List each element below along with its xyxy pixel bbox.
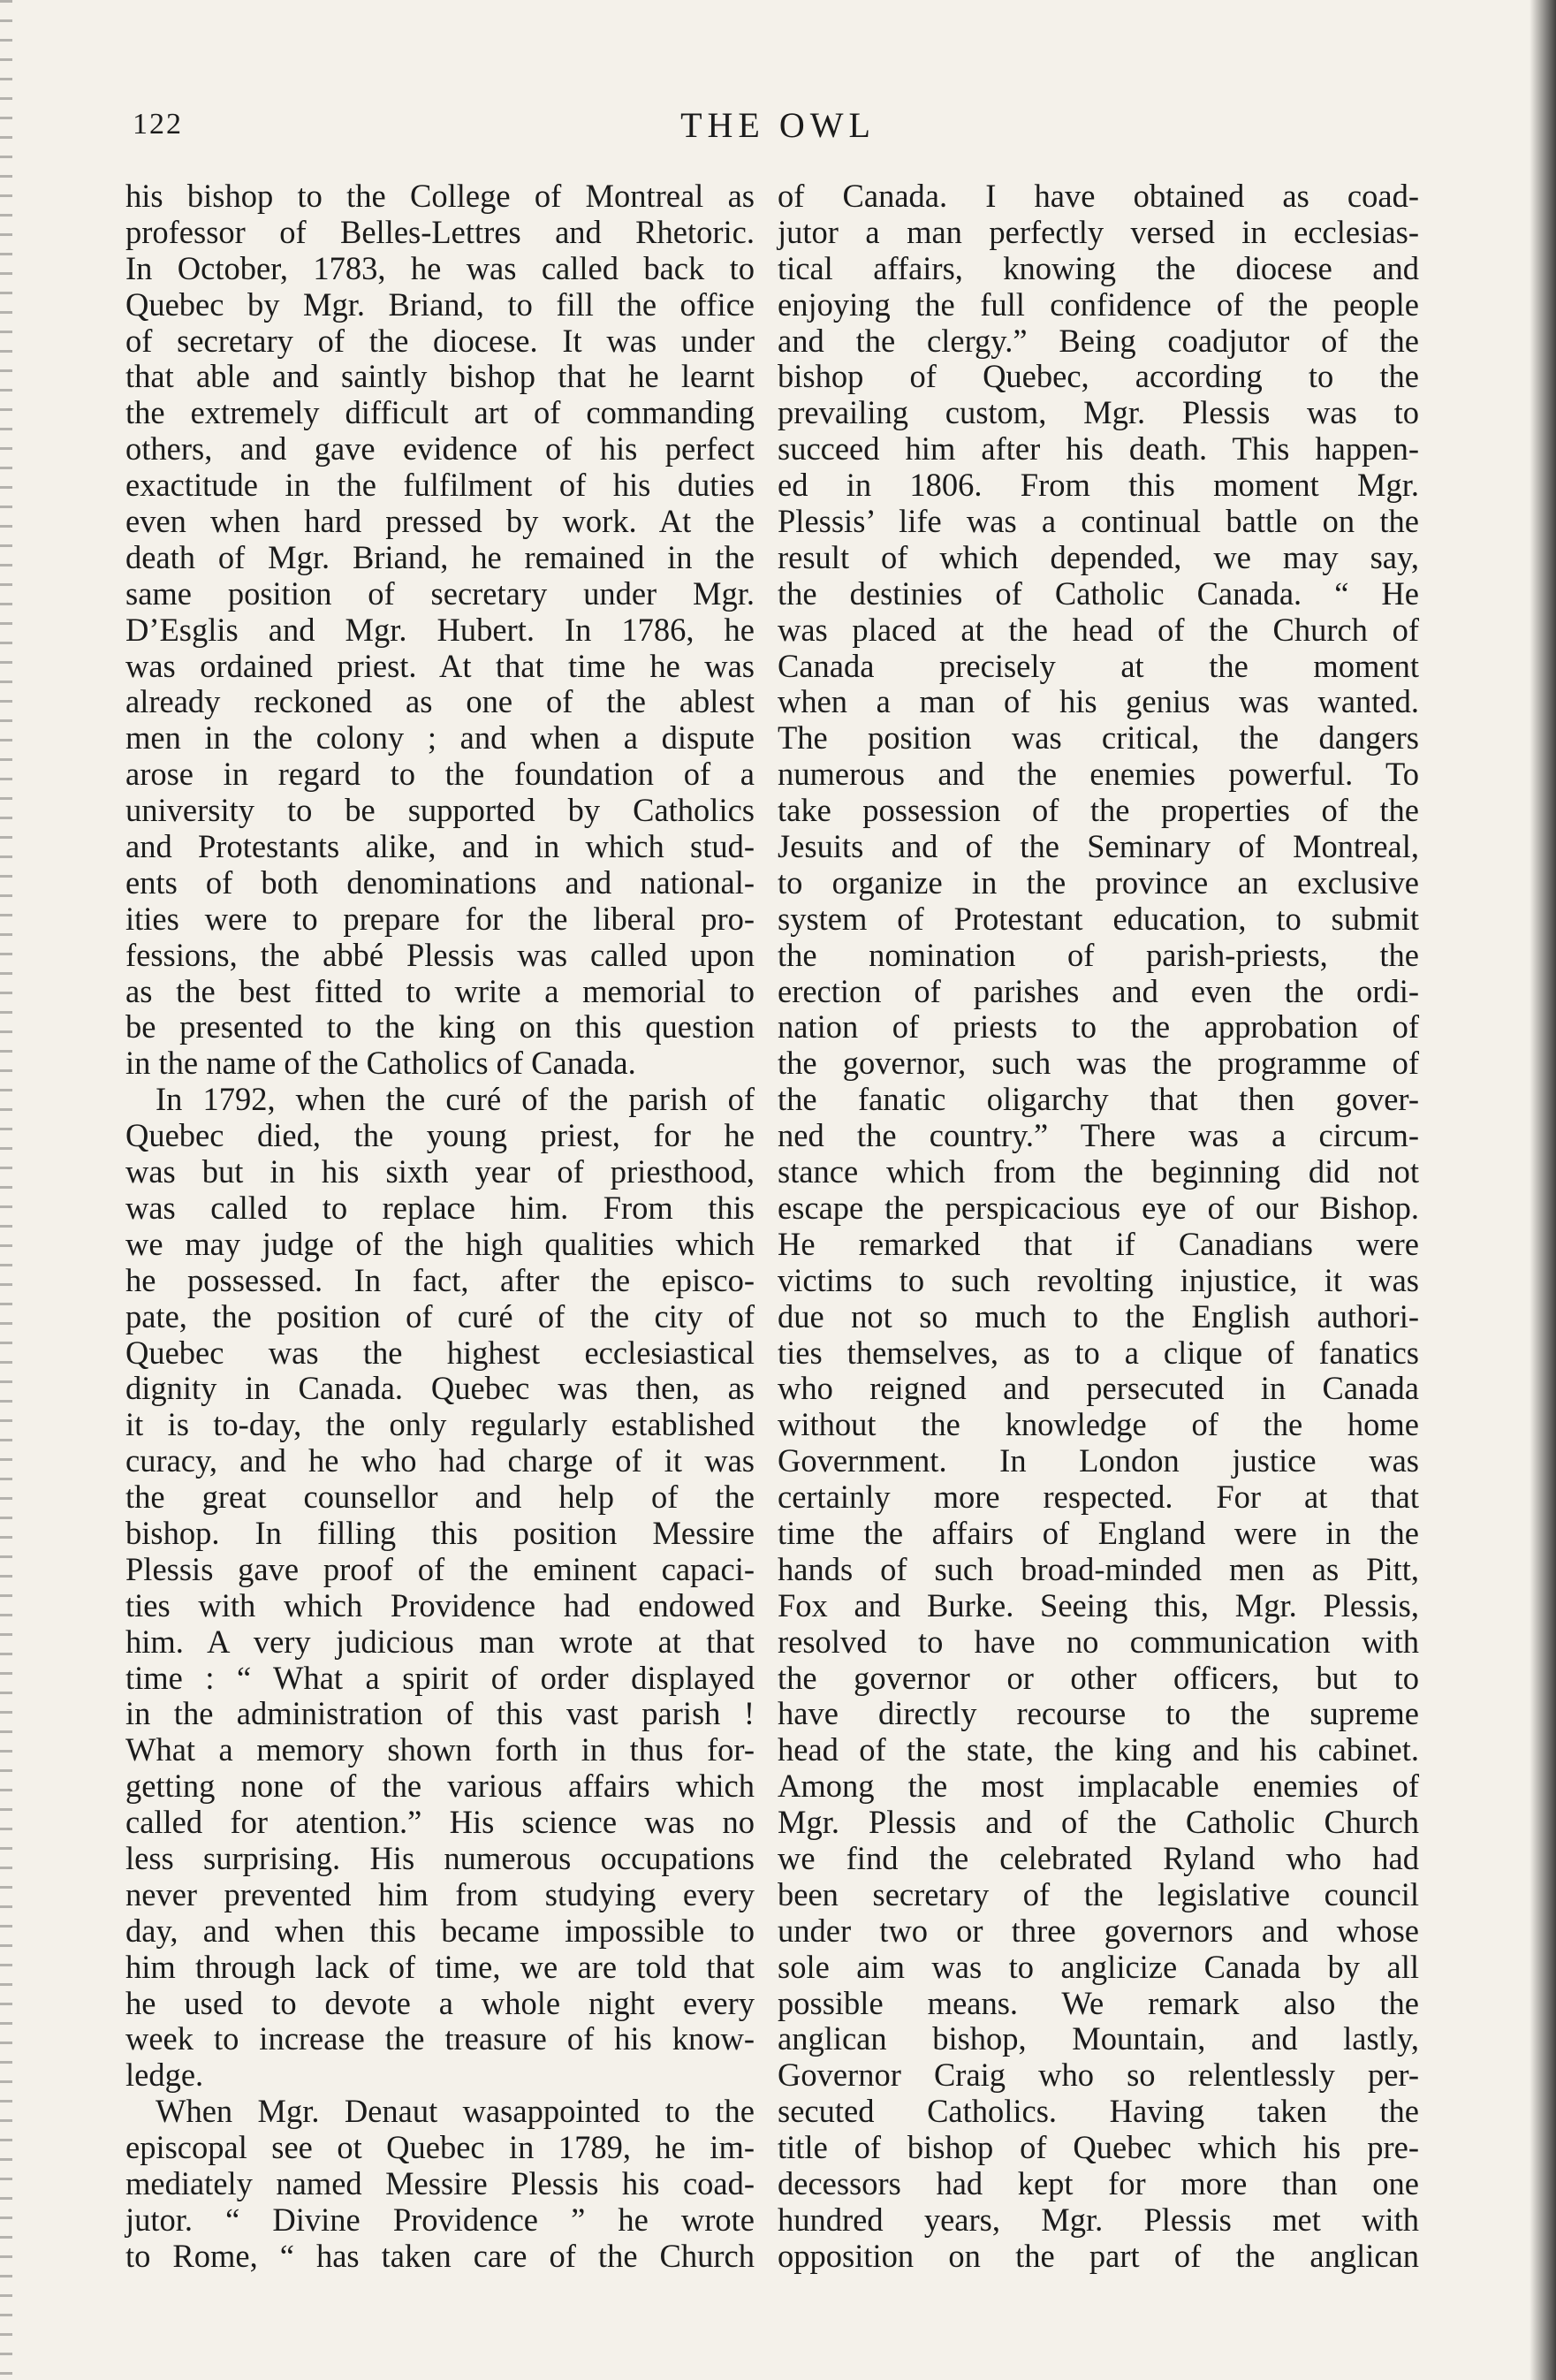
text-line: in the name of the Catholics of Canada.	[125, 1045, 636, 1082]
scan-edge-left	[0, 0, 12, 2380]
text-line: men in the colony ; and when a dispute	[125, 719, 755, 757]
text-line: have directly recourse to the supreme	[778, 1695, 1419, 1732]
text-line: result of which depended, we may say,	[778, 538, 1419, 575]
text-line: we may judge of the high qualities which	[125, 1225, 755, 1262]
text-line: erection of parishes and even the ordi-	[778, 972, 1419, 1009]
text-line: same position of secretary under Mgr.	[125, 574, 755, 612]
left-column	[125, 179, 755, 2275]
text-line: ties with which Providence had endowed	[125, 1586, 755, 1623]
text-line: his bishop to the College of Montreal as	[125, 178, 755, 214]
text-line: due not so much to the English authori-	[778, 1297, 1419, 1334]
text-line: Canada precisely at the moment	[778, 647, 1419, 684]
text-line: succeed him after his death. This happen-	[778, 430, 1419, 468]
text-line: episcopal see ot Quebec in 1789, he im-	[125, 2129, 755, 2166]
text-line: secuted Catholics. Having taken the	[778, 2093, 1419, 2130]
text-line: The position was critical, the dangers	[778, 719, 1419, 757]
text-line: him. A very judicious man wrote at that	[125, 1623, 755, 1660]
text-line: ents of both denominations and national-	[125, 863, 755, 901]
text-line: bishop of Quebec, according to the	[778, 358, 1419, 395]
text-line: victims to such revolting injustice, it was	[778, 1261, 1419, 1298]
text-line: day, and when this became impossible to	[125, 1912, 755, 1949]
text-line: and the clergy.” Being coadjutor of the	[778, 322, 1419, 359]
text-line: Plessis’ life was a continual battle on the	[778, 503, 1419, 540]
text-line: ties themselves, as to a clique of fanatics	[778, 1334, 1419, 1371]
text-line: enjoying the full confidence of the people	[778, 285, 1419, 323]
text-line: others, and gave evidence of his perfect	[125, 430, 755, 468]
right-column	[778, 179, 1419, 2275]
text-line: opposition on the part of the anglican	[778, 2237, 1419, 2274]
text-line: In October, 1783, he was called back to	[125, 249, 755, 286]
text-line: ed in 1806. From this moment Mgr.	[778, 467, 1419, 504]
text-line: Among the most implacable enemies of	[778, 1768, 1419, 1805]
text-line: the destinies of Catholic Canada. “ He	[778, 574, 1419, 612]
text-line: week to increase the treasure of his know-	[125, 2020, 755, 2057]
text-line: resolved to have no communication with	[778, 1623, 1419, 1660]
text-line: ned the country.” There was a circum-	[778, 1117, 1419, 1154]
text-line: death of Mgr. Briand, he remained in the	[125, 538, 755, 575]
text-line: under two or three governors and whose	[778, 1912, 1419, 1949]
text-line: we find the celebrated Ryland who had	[778, 1839, 1419, 1876]
text-line: the great counsellor and help of the	[125, 1479, 755, 1516]
text-line: Jesuits and of the Seminary of Montreal,	[778, 828, 1419, 865]
text-line: certainly more respected. For at that	[778, 1479, 1419, 1516]
text-line: already reckoned as one of the ablest	[125, 683, 755, 720]
text-line: decessors had kept for more than one	[778, 2164, 1419, 2201]
text-line: the extremely difficult art of commanding	[125, 394, 755, 431]
text-line: bishop. In filling this position Messire	[125, 1514, 755, 1551]
text-line: Quebec was the highest ecclesiastical	[125, 1334, 755, 1371]
text-line: the governor or other officers, but to	[778, 1659, 1419, 1696]
text-line: he possessed. In fact, after the episco-	[125, 1261, 755, 1298]
text-line: of Canada. I have obtained as coad-	[778, 178, 1419, 214]
text-line: Quebec died, the young priest, for he	[125, 1117, 755, 1154]
text-line: less surprising. His numerous occupations	[125, 1839, 755, 1876]
text-line: to Rome, “ has taken care of the Church	[125, 2237, 755, 2274]
text-line: was called to replace him. From this	[125, 1189, 755, 1226]
text-line: head of the state, the king and his cabinet.	[778, 1731, 1419, 1768]
text-line: university to be supported by Catholics	[125, 792, 755, 829]
text-line: sole aim was to anglicize Canada by all	[778, 1948, 1419, 1985]
text-line: of secretary of the diocese. It was under	[125, 322, 755, 359]
text-line: possible means. We remark also the	[778, 1984, 1419, 2021]
text-line: and Protestants alike, and in which stud-	[125, 828, 755, 865]
text-line: was placed at the head of the Church of	[778, 611, 1419, 648]
text-line: professor of Belles-Lettres and Rhetoric.	[125, 213, 755, 250]
text-line: to organize in the province an exclusive	[778, 863, 1419, 901]
scan-edge-right	[1529, 0, 1556, 2380]
text-line: numerous and the enemies powerful. To	[778, 756, 1419, 793]
text-line: never prevented him from studying every	[125, 1875, 755, 1912]
text-line: stance which from the beginning did not	[778, 1153, 1419, 1190]
text-line: tical affairs, knowing the diocese and	[778, 249, 1419, 286]
text-line: When Mgr. Denaut wasappointed to the	[156, 2093, 755, 2130]
text-line: the fanatic oligarchy that then gover-	[778, 1081, 1419, 1118]
running-title: THE OWL	[680, 105, 876, 145]
text-line: him through lack of time, we are told that	[125, 1948, 755, 1985]
text-line: arose in regard to the foundation of a	[125, 756, 755, 793]
text-line: was ordained priest. At that time he was	[125, 647, 755, 684]
text-line: take possession of the properties of the	[778, 792, 1419, 829]
text-line: been secretary of the legislative council	[778, 1875, 1419, 1912]
text-line: was but in his sixth year of priesthood,	[125, 1153, 755, 1190]
text-line: pate, the position of curé of the city of	[125, 1297, 755, 1334]
text-line: mediately named Messire Plessis his coad-	[125, 2164, 755, 2201]
text-line: called for atention.” His science was no	[125, 1804, 755, 1841]
text-line: jutor. “ Divine Providence ” he wrote	[125, 2201, 755, 2238]
text-line: Quebec by Mgr. Briand, to fill the office	[125, 285, 755, 323]
text-line: In 1792, when the curé of the parish of	[156, 1081, 755, 1118]
text-line: getting none of the various affairs which	[125, 1768, 755, 1805]
text-line: it is to-day, the only regularly established	[125, 1406, 755, 1443]
text-line: curacy, and he who had charge of it was	[125, 1442, 755, 1479]
text-line: Government. In London justice was	[778, 1442, 1419, 1479]
text-line: What a memory shown forth in thus for-	[125, 1731, 755, 1768]
text-line: exactitude in the fulfilment of his duties	[125, 467, 755, 504]
text-line: system of Protestant education, to submit	[778, 900, 1419, 937]
text-line: prevailing custom, Mgr. Plessis was to	[778, 394, 1419, 431]
text-line: hundred years, Mgr. Plessis met with	[778, 2201, 1419, 2238]
text-line: be presented to the king on this question	[125, 1008, 755, 1046]
page-number: 122	[133, 108, 183, 141]
text-line: who reigned and persecuted in Canada	[778, 1370, 1419, 1407]
text-line: that able and saintly bishop that he learnt	[125, 358, 755, 395]
text-line: Mgr. Plessis and of the Catholic Church	[778, 1804, 1419, 1841]
text-line: Plessis gave proof of the eminent capaci-	[125, 1550, 755, 1587]
text-line: he used to devote a whole night every	[125, 1984, 755, 2021]
text-line: title of bishop of Quebec which his pre-	[778, 2129, 1419, 2166]
text-line: jutor a man perfectly versed in ecclesias-	[778, 213, 1419, 250]
text-line: Governor Craig who so relentlessly per-	[778, 2057, 1419, 2094]
text-line: without the knowledge of the home	[778, 1406, 1419, 1443]
text-line: time : “ What a spirit of order displayed	[125, 1659, 755, 1696]
text-line: fessions, the abbé Plessis was called upon	[125, 936, 755, 973]
text-line: time the affairs of England were in the	[778, 1514, 1419, 1551]
text-line: He remarked that if Canadians were	[778, 1225, 1419, 1262]
text-line: the governor, such was the programme of	[778, 1045, 1419, 1082]
text-line: escape the perspicacious eye of our Bishop.	[778, 1189, 1419, 1226]
text-line: ities were to prepare for the liberal pro-	[125, 900, 755, 937]
text-line: ledge.	[125, 2057, 204, 2094]
text-line: D’Esglis and Mgr. Hubert. In 1786, he	[125, 611, 755, 648]
text-line: dignity in Canada. Quebec was then, as	[125, 1370, 755, 1407]
text-line: in the administration of this vast parish !	[125, 1695, 755, 1732]
text-line: as the best fitted to write a memorial to	[125, 972, 755, 1009]
text-line: nation of priests to the approbation of	[778, 1008, 1419, 1046]
text-line: when a man of his genius was wanted.	[778, 683, 1419, 720]
text-line: hands of such broad-minded men as Pitt,	[778, 1550, 1419, 1587]
text-line: Fox and Burke. Seeing this, Mgr. Plessis,	[778, 1586, 1419, 1623]
text-line: anglican bishop, Mountain, and lastly,	[778, 2020, 1419, 2057]
text-line: even when hard pressed by work. At the	[125, 503, 755, 540]
text-line: the nomination of parish-priests, the	[778, 936, 1419, 973]
